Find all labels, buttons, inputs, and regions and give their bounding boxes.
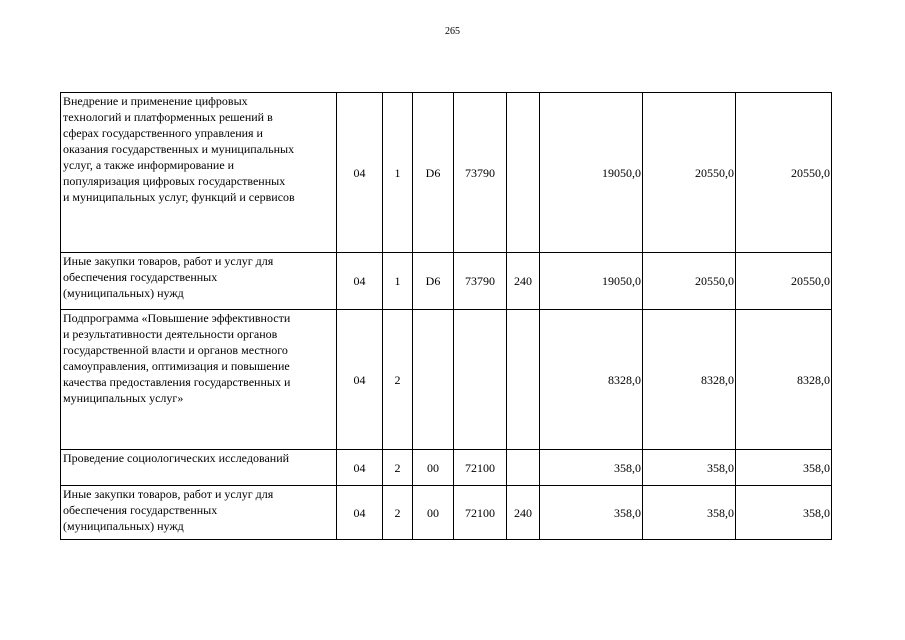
table-row <box>61 253 832 310</box>
subprogram-cell: 00 <box>413 450 454 486</box>
sum-year1-cell: 19050,0 <box>540 93 643 253</box>
item-name-line: (муниципальных) нужд <box>63 519 184 533</box>
item-name-cell <box>61 310 337 450</box>
direction-cell: 72100 <box>454 450 507 486</box>
section-cell: 04 <box>337 93 383 253</box>
sum-year1-cell: 358,0 <box>540 486 643 540</box>
expense-type-cell: 240 <box>507 486 540 540</box>
section-cell: 04 <box>337 253 383 310</box>
section-cell: 04 <box>337 310 383 450</box>
sum-year2-cell: 20550,0 <box>643 253 736 310</box>
table-body <box>61 93 832 540</box>
table-row <box>61 486 832 540</box>
subprogram-cell: 00 <box>413 486 454 540</box>
program-cell: 1 <box>383 93 413 253</box>
item-name-line: Иные закупки товаров, работ и услуг для <box>63 254 274 268</box>
item-name-line: услуг, а также информирование и <box>63 158 235 172</box>
item-name-cell <box>61 253 337 310</box>
item-name-line: оказания государственных и муниципальных <box>63 142 295 156</box>
item-name-line: обеспечения государственных <box>63 270 218 284</box>
item-name-line: обеспечения государственных <box>63 503 218 517</box>
subprogram-cell: D6 <box>413 253 454 310</box>
sum-year1-cell: 19050,0 <box>540 253 643 310</box>
program-cell: 2 <box>383 310 413 450</box>
item-name-line: Проведение социологических исследований <box>63 451 290 465</box>
budget-table <box>60 92 832 540</box>
item-name-cell <box>61 93 337 253</box>
item-name-line: Внедрение и применение цифровых <box>63 94 248 108</box>
subprogram-cell: D6 <box>413 93 454 253</box>
table-row <box>61 310 832 450</box>
sum-year3-cell: 8328,0 <box>736 310 832 450</box>
item-name-line: государственной власти и органов местного <box>63 343 288 357</box>
item-name-line: популяризация цифровых государственных <box>63 174 286 188</box>
item-name-line: самоуправления, оптимизация и повышение <box>63 359 290 373</box>
sum-year3-cell: 358,0 <box>736 450 832 486</box>
item-name-line: муниципальных услуг» <box>63 391 184 405</box>
sum-year2-cell: 358,0 <box>643 450 736 486</box>
sum-year1-cell: 358,0 <box>540 450 643 486</box>
item-name-line: (муниципальных) нужд <box>63 286 184 300</box>
expense-type-cell: 240 <box>507 253 540 310</box>
subprogram-cell <box>413 310 454 450</box>
sum-year3-cell: 20550,0 <box>736 253 832 310</box>
expense-type-cell <box>507 93 540 253</box>
direction-cell: 72100 <box>454 486 507 540</box>
page-number: 265 <box>445 26 460 37</box>
section-cell: 04 <box>337 450 383 486</box>
sum-year2-cell: 358,0 <box>643 486 736 540</box>
table-row <box>61 93 832 253</box>
item-name-line: технологий и платформенных решений в <box>63 110 273 124</box>
program-cell: 1 <box>383 253 413 310</box>
direction-cell: 73790 <box>454 93 507 253</box>
item-name-line: и муниципальных услуг, функций и сервисов <box>63 190 295 204</box>
sum-year2-cell: 20550,0 <box>643 93 736 253</box>
direction-cell <box>454 310 507 450</box>
item-name-line: Иные закупки товаров, работ и услуг для <box>63 487 274 501</box>
program-cell: 2 <box>383 486 413 540</box>
item-name-line: качества предоставления государственных и <box>63 375 291 389</box>
sum-year3-cell: 358,0 <box>736 486 832 540</box>
sum-year1-cell: 8328,0 <box>540 310 643 450</box>
item-name-line: Подпрограмма «Повышение эффективности <box>63 311 291 325</box>
item-name-cell <box>61 486 337 540</box>
item-name-line: сферах государственного управления и <box>63 126 263 140</box>
expense-type-cell <box>507 450 540 486</box>
expense-type-cell <box>507 310 540 450</box>
table-row <box>61 450 832 486</box>
program-cell: 2 <box>383 450 413 486</box>
direction-cell: 73790 <box>454 253 507 310</box>
item-name-line: и результативности деятельности органов <box>63 327 278 341</box>
sum-year2-cell: 8328,0 <box>643 310 736 450</box>
sum-year3-cell: 20550,0 <box>736 93 832 253</box>
section-cell: 04 <box>337 486 383 540</box>
item-name-cell <box>61 450 337 486</box>
